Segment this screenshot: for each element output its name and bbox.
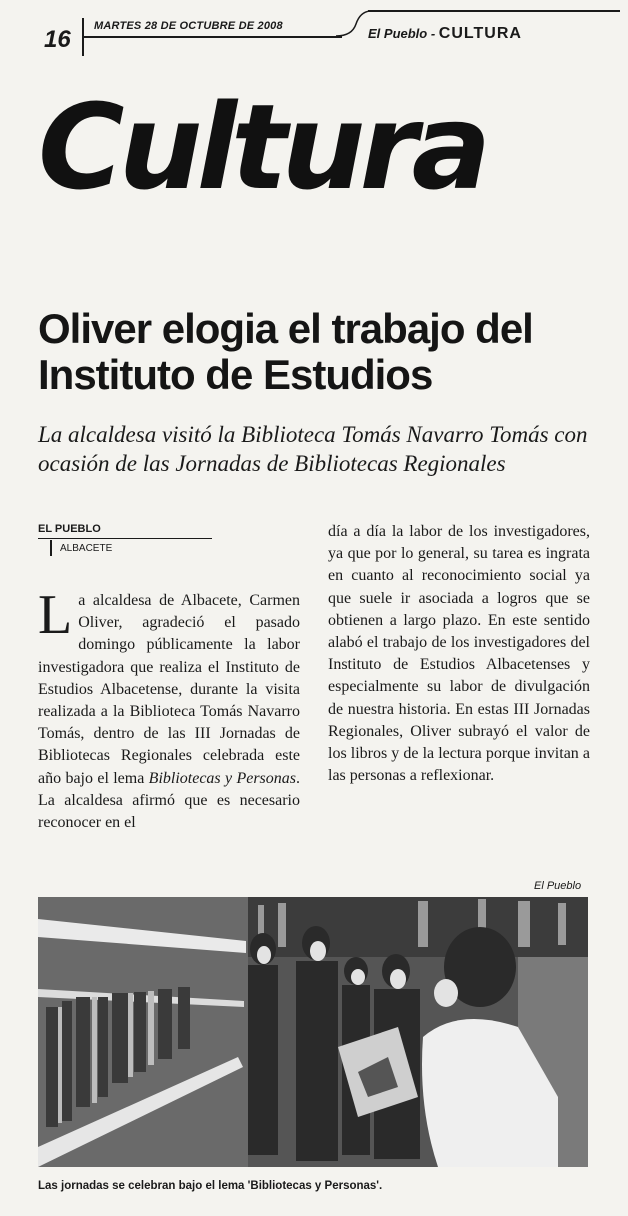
column-1-end: . La alcaldesa afirmó que es necesario reconocer en el — [38, 769, 300, 832]
column-1-text: a alcaldesa de Albacete, Carmen Oliver, agradeció el pasado domingo públicamente la labor investigadora que realiza el Instituto de Estudios Albacetense, durante la visita realizada a la Biblioteca Tomás Navarro Tomás, dentro de las III Jornadas de Bibliotecas Regionales celebrada este año bajo el lema — [38, 592, 300, 787]
article-column-1 — [38, 584, 300, 834]
article-subheadline: La alcaldesa visitó la Biblioteca Tomás Navarro Tomás con ocasión de las Jornadas de Bibliotecas Regionales — [38, 422, 588, 476]
byline-rule — [38, 538, 212, 539]
page-header — [0, 0, 628, 60]
header-rule-right — [368, 10, 620, 12]
photo-caption: Las jornadas se celebran bajo el lema 'Bibliotecas y Personas'. — [38, 1180, 383, 1192]
column-1-italic: Bibliotecas y Personas — [148, 769, 296, 787]
article-photo — [38, 897, 588, 1167]
byline-location: ALBACETE — [60, 543, 113, 554]
article-headline: Oliver elogia el trabajo del Instituto de Estudios — [38, 305, 533, 398]
byline-divider — [50, 540, 52, 556]
byline: EL PUEBLO — [38, 523, 101, 535]
header-section — [368, 25, 522, 43]
page-number: 16 — [44, 26, 71, 53]
header-curve — [336, 10, 370, 38]
section-masthead: Cultura — [38, 78, 486, 216]
section-name: CULTURA — [438, 25, 522, 42]
header-date: MARTES 28 DE OCTUBRE DE 2008 — [94, 20, 283, 32]
photo-credit: El Pueblo — [534, 880, 582, 892]
header-rule — [84, 36, 342, 38]
article-column-2: día a día la labor de los investigadores, ya que por lo general, su tarea es ingrata en cuanto al reconocimiento social ya que suele ir asociada a logros que se obtienen a largo plazo. En este sentido alabó el trabajo de los investigadores del Instituto de Estudios Albacetenses y especialmente su labor de divulgación de nuestra historia. En estas III Jornadas Regionales, Oliver subrayó el valor de los libros y de la lectura porque invitan a las personas a reflexionar. — [328, 523, 590, 785]
drop-cap: L — [38, 584, 73, 646]
paper-name: El Pueblo - — [368, 26, 439, 41]
